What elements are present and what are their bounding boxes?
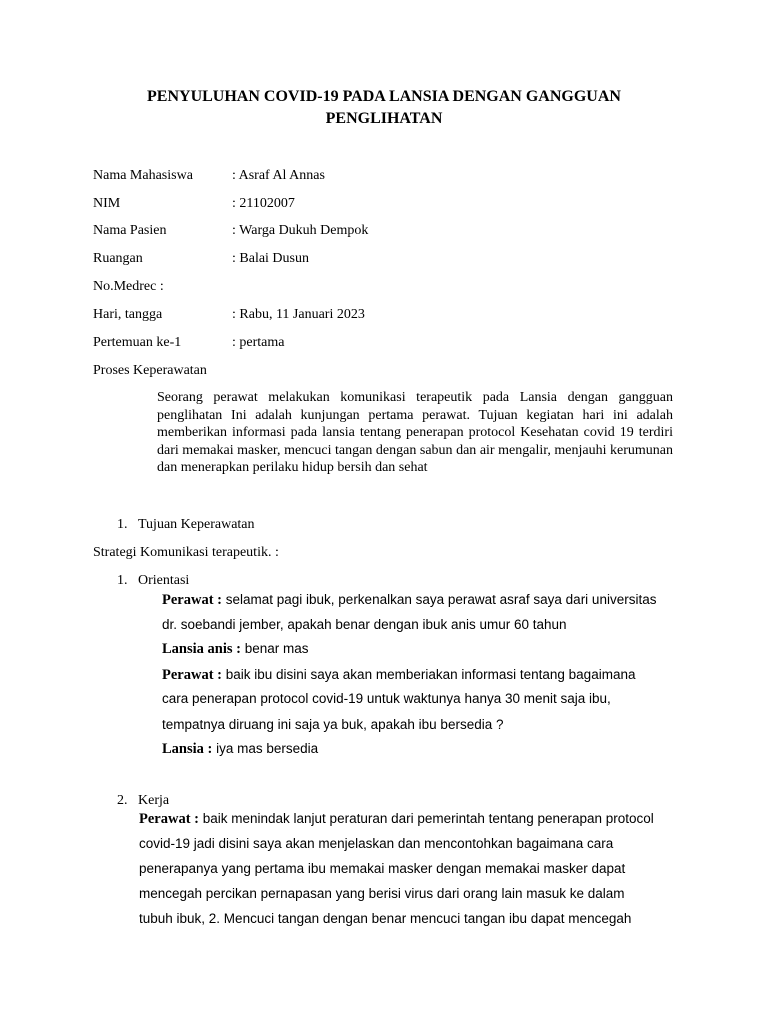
field-label: Nama Mahasiswa — [93, 168, 193, 183]
dialog-text: benar mas — [240, 641, 309, 656]
dialog-speaker: Lansia anis : — [162, 641, 241, 657]
dialog-text: selamat pagi ibuk, perkenalkan saya perawat asraf saya dari universitas — [221, 592, 657, 607]
field-value: : Asraf Al Annas — [232, 168, 325, 183]
dialog-text: tubuh ibuk, 2. Mencuci tangan dengan benar mencuci tangan ibu dapat mencegah — [139, 911, 632, 926]
proses-heading: Proses Keperawatan — [93, 363, 207, 378]
field-nim — [93, 194, 295, 214]
field-value: : Warga Dukuh Dempok — [232, 223, 369, 238]
dialog-line — [162, 615, 567, 635]
dialog-speaker: Perawat : — [162, 667, 222, 683]
field-label: Hari, tangga — [93, 307, 163, 322]
field-nama-mahasiswa — [93, 166, 325, 186]
list-number: 2. — [117, 793, 128, 808]
dialog-line — [139, 884, 625, 904]
proses-paragraph: Seorang perawat melakukan komunikasi terapeutik pada Lansia dengan gangguan penglihatan Ini adalah kunjungan pertama perawat. Tujuan kegiatan hari ini adalah memberikan informasi pada lansia tentang penerapan protocol Kesehatan covid 19 terdiri dari memakai masker, mencuci tangan dengan sabun dan air mengalir, menjauhi kerumunan dan menerapkan perilaku hidup bersih dan sehat — [157, 390, 673, 475]
dialog-text: penerapanya yang pertama ibu memakai masker dengan memakai masker dapat — [139, 861, 626, 876]
dialog-speaker: Perawat : — [139, 811, 199, 827]
dialog-line — [139, 809, 654, 829]
field-no-medrec — [93, 277, 164, 297]
dialog-line — [139, 909, 631, 929]
dialog-line — [162, 715, 503, 735]
field-label: Nama Pasien — [93, 223, 167, 238]
list-label: Orientasi — [138, 573, 190, 588]
dialog-line — [162, 739, 318, 759]
field-value: : Rabu, 11 Januari 2023 — [232, 307, 365, 322]
field-value: : 21102007 — [232, 196, 295, 211]
tujuan-item — [117, 515, 255, 535]
dialog-line — [139, 859, 625, 879]
title-line-2: PENGLIHATAN — [325, 110, 443, 127]
list-label: Tujuan Keperawatan — [138, 517, 255, 532]
field-label: Pertemuan ke-1 — [93, 335, 182, 350]
list-number: 1. — [117, 517, 128, 532]
dialog-text: tempatnya diruang ini saja ya buk, apakah ibu bersedia ? — [162, 717, 504, 732]
list-number: 1. — [117, 573, 128, 588]
dialog-text: baik ibu disini saya akan memberiakan informasi tentang bagaimana — [221, 667, 636, 682]
field-value: : Balai Dusun — [232, 251, 309, 266]
orientasi-item — [117, 571, 189, 591]
field-label: Ruangan — [93, 251, 143, 266]
field-label: No.Medrec : — [93, 279, 164, 294]
kerja-item — [117, 791, 169, 811]
dialog-speaker: Perawat : — [162, 592, 222, 608]
dialog-speaker: Lansia : — [162, 741, 213, 757]
field-hari-tanggal — [93, 305, 365, 325]
title-line-1: PENYULUHAN COVID-19 PADA LANSIA DENGAN GANGGUAN — [147, 88, 621, 105]
dialog-line — [162, 689, 611, 709]
dialog-line — [162, 665, 635, 685]
dialog-line — [162, 590, 656, 610]
document-title — [0, 86, 768, 130]
dialog-text: mencegah percikan pernapasan yang berisi virus dari orang lain masuk ke dalam — [139, 886, 625, 901]
dialog-text: dr. soebandi jember, apakah benar dengan ibuk anis umur 60 tahun — [162, 617, 567, 632]
dialog-text: covid-19 jadi disini saya akan menjelaskan dan mencontohkan bagaimana cara — [139, 836, 614, 851]
field-ruangan — [93, 249, 309, 269]
field-value: : pertama — [232, 335, 285, 350]
dialog-text: baik menindak lanjut peraturan dari pemerintah tentang penerapan protocol — [198, 811, 654, 826]
field-label: NIM — [93, 196, 121, 211]
dialog-text: cara penerapan protocol covid-19 untuk waktunya hanya 30 menit saja ibu, — [162, 691, 611, 706]
strategi-heading: Strategi Komunikasi terapeutik. : — [93, 545, 279, 560]
dialog-line — [139, 834, 613, 854]
dialog-line — [162, 639, 309, 659]
field-nama-pasien — [93, 221, 368, 241]
field-pertemuan — [93, 333, 284, 353]
dialog-text: iya mas bersedia — [212, 741, 319, 756]
list-label: Kerja — [138, 793, 170, 808]
